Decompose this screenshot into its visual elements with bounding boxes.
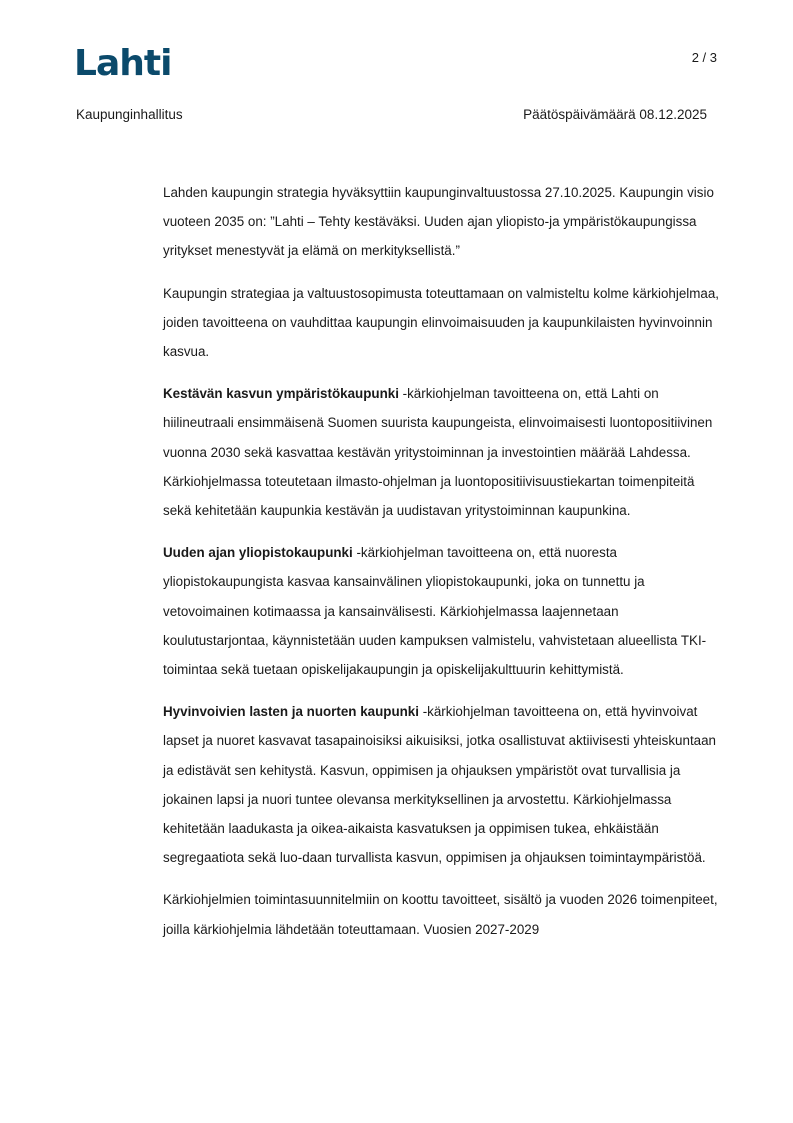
paragraph (163, 885, 723, 943)
paragraph (163, 697, 723, 872)
paragraph-heading: Hyvinvoivien lasten ja nuorten kaupunki (163, 704, 419, 720)
lahti-logo: Lahti (74, 43, 172, 84)
paragraph-text: Lahden kaupungin strategia hyväksyttiin kaupunginvaltuustossa 27.10.2025. Kaupungin visio vuoteen 2035 on: ”Lahti – Tehty kestäväksi. Uuden ajan yliopisto-ja ympäristökaupungissa yritykset menestyvät ja elämä on merkityksellistä.” (163, 185, 714, 259)
paragraph (163, 178, 723, 266)
decision-date-label: Päätöspäivämäärä (523, 107, 636, 122)
paragraph-text: Kaupungin strategiaa ja valtuustosopimusta toteuttamaan on valmisteltu kolme kärkiohjelmaa, joiden tavoitteena on vauhdittaa kaupungin elinvoimaisuuden ja kaupunkilaisten hyvinvoinnin kasvua. (163, 285, 720, 360)
page-number: 2 / 3 (691, 50, 717, 65)
decision-date-line (523, 107, 707, 122)
paragraph-text: -kärkiohjelman tavoitteena on, että nuoresta yliopistokaupungista kasvaa kansainvälinen yliopistokaupunki, joka on tunnettu ja vetovoimainen kotimaassa ja kansainvälisesti. Kärkiohjelmassa laajennetaan koulutustarjontaa, käynnistetään uuden kampuksen valmistelu, vahvistetaan alueellista TKI-toimintaa sekä tuetaan opiskelijakaupungin ja opiskelijakulttuurin kehittymistä. (163, 545, 707, 678)
document-body (163, 178, 723, 957)
organization-name: Kaupunginhallitus (76, 107, 183, 122)
paragraph-text: Kärkiohjelmien toimintasuunnitelmiin on koottu tavoitteet, sisältö ja vuoden 2026 toimenpiteet, joilla kärkiohjelmia lähdetään toteuttamaan. Vuosien 2027-2029 (163, 892, 718, 937)
decision-date: 08.12.2025 (639, 107, 707, 122)
paragraph (163, 538, 723, 684)
paragraph-text: -kärkiohjelman tavoitteena on, että Lahti on hiilineutraali ensimmäisenä Suomen suurista kaupungeista, elinvoimaisesti luontopositiivinen vuonna 2030 sekä kasvattaa kestävän yritystoiminnan ja investointien määrää Lahdessa. Kärkiohjelmassa toteutetaan ilmasto-ohjelman ja luontopositiivisuustiekartan toimenpiteitä sekä kehitetään kaupunkia kestävän ja uudistavan yritystoiminnan kaupunkina. (163, 386, 713, 519)
paragraph (163, 379, 723, 525)
paragraph-heading: Kestävän kasvun ympäristökaupunki (163, 386, 399, 402)
paragraph-heading: Uuden ajan yliopistokaupunki (163, 545, 353, 561)
paragraph-text: -kärkiohjelman tavoitteena on, että hyvinvoivat lapset ja nuoret kasvavat tasapainoisiksi aikuisiksi, jotka osallistuvat aktiivisesti yhteiskuntaan ja edistävät sen kehitystä. Kasvun, oppimisen ja ohjauksen ympäristöt ovat turvallisia ja jokainen lapsi ja nuori tuntee olevansa merkityksellinen ja arvostettu. Kärkiohjelmassa kehitetään laadukasta ja oikea-aikaista kasvatuksen ja oppimisen tukea, ehkäistään segregaatiota sekä luo-daan turvallista kasvun, oppimisen ja ohjauksen toimintaympäristöä. (163, 704, 717, 866)
paragraph (163, 279, 723, 367)
